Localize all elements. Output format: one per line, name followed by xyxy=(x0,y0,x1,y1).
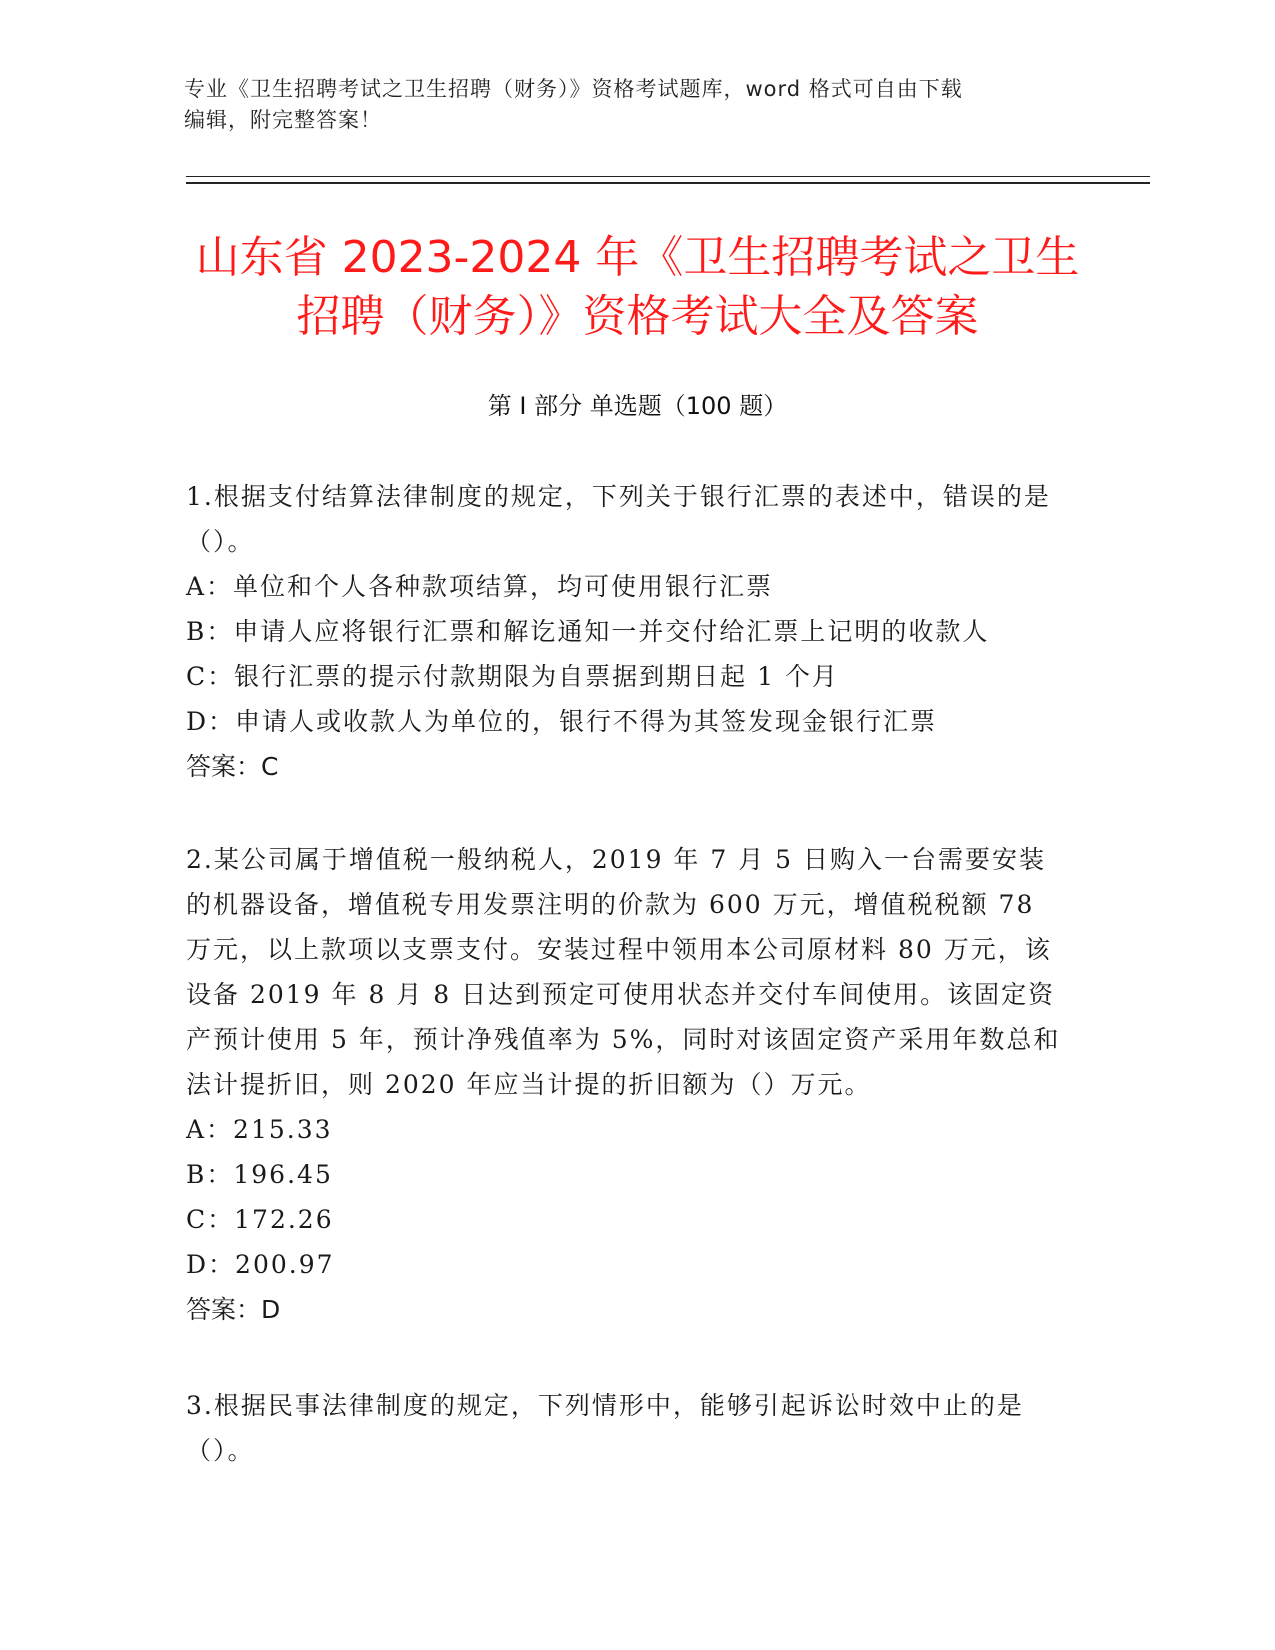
section-title: 第 I 部分 单选题（100 题） xyxy=(487,392,788,420)
question-3 xyxy=(186,1383,1066,1473)
header-divider-thick xyxy=(186,182,1150,184)
question-stem: 1.根据支付结算法律制度的规定，下列关于银行汇票的表述中，错误的是（）。 xyxy=(186,482,1051,556)
document-title-line2: 招聘（财务）》资格考试大全及答案 xyxy=(296,291,979,342)
option-d: D：200.97 xyxy=(186,1250,335,1279)
header-note xyxy=(184,74,1084,136)
document-title-line1: 山东省 2023-2024 年《卫生招聘考试之卫生 xyxy=(195,232,1080,283)
option-d: D：申请人或收款人为单位的，银行不得为其签发现金银行汇票 xyxy=(186,707,938,736)
option-c: C：银行汇票的提示付款期限为自票据到期日起 1 个月 xyxy=(186,662,839,691)
option-a: A：215.33 xyxy=(186,1115,333,1144)
question-1 xyxy=(186,474,1066,789)
answer: 答案：D xyxy=(186,1295,281,1324)
option-b: B：196.45 xyxy=(186,1160,333,1189)
header-divider-thin xyxy=(186,176,1150,177)
question-stem: 3.根据民事法律制度的规定，下列情形中，能够引起诉讼时效中止的是（）。 xyxy=(186,1391,1024,1465)
header-note-line2: 编辑，附完整答案！ xyxy=(184,108,382,132)
option-b: B：申请人应将银行汇票和解讫通知一并交付给汇票上记明的收款人 xyxy=(186,617,990,646)
question-stem: 2.某公司属于增值税一般纳税人，2019 年 7 月 5 日购入一台需要安装的机器设备，增值税专用发票注明的价款为 600 万元，增值税税额 78 万元，以上款项以支票支付。安装过程中领用本公司原材料 80 万元，该设备 2019 年 8 月 8 日达到预定可使用状态并交付车间使用。该固定资产预计使用 5 年，预计净残值率为 5%，同时对该固定资产采用年数总和法计提折旧，则 2020 年应当计提的折旧额为（）万元。 xyxy=(186,845,1061,1099)
document-title xyxy=(120,228,1155,346)
header-note-line1: 专业《卫生招聘考试之卫生招聘（财务）》资格考试题库，word 格式可自由下载 xyxy=(184,77,963,101)
option-a: A：单位和个人各种款项结算，均可使用银行汇票 xyxy=(186,572,774,601)
question-2 xyxy=(186,837,1066,1332)
option-c: C：172.26 xyxy=(186,1205,334,1234)
answer: 答案：C xyxy=(186,752,279,781)
